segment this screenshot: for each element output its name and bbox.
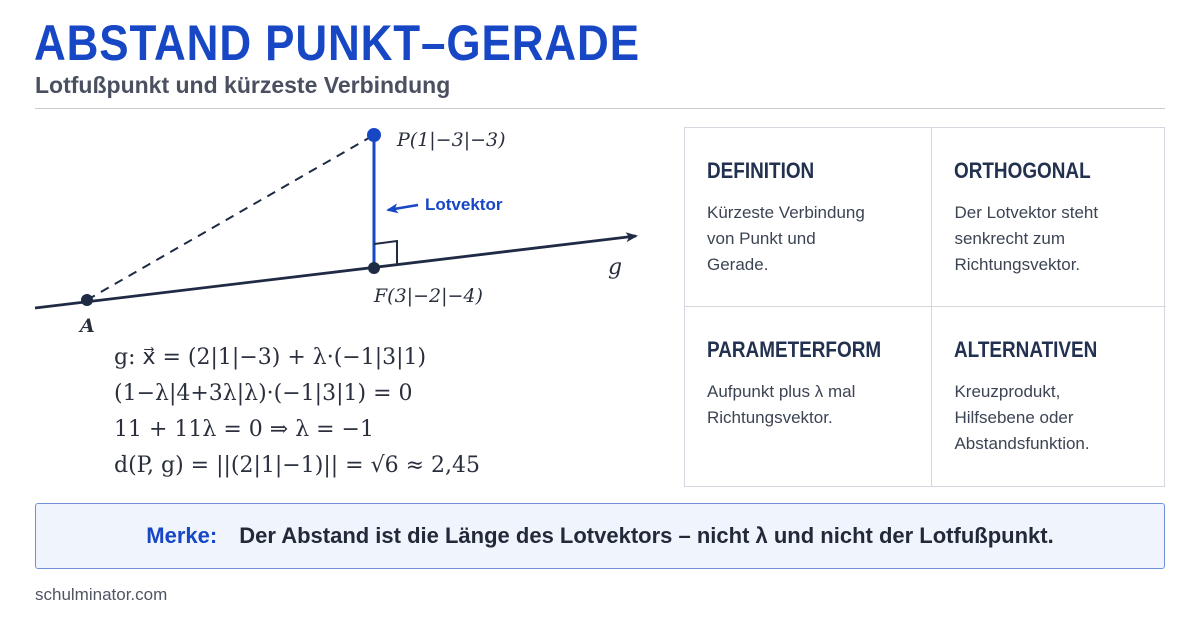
lotvektor-arrow	[388, 205, 418, 210]
card-orthogonal	[932, 128, 1166, 307]
merke-text: Der Abstand ist die Länge des Lotvektors – nicht λ und nicht der Lotfußpunkt.	[239, 523, 1054, 548]
geometry-diagram	[0, 0, 680, 340]
card-text: Kürzeste Verbindung von Punkt und Gerade.	[707, 203, 865, 274]
footer-site: schulminator.com	[35, 585, 168, 604]
page-title: ABSTAND PUNKT–GERADE	[34, 15, 640, 71]
point-p	[367, 128, 381, 142]
label-lotvektor: Lotvektor	[425, 195, 503, 214]
card-definition	[685, 128, 932, 307]
math-line-distance: d(P, g) = ||(2|1|−1)|| = √6 ≈ 2,45	[114, 453, 480, 478]
card-heading: ALTERNATIVEN	[954, 337, 1098, 362]
card-heading: DEFINITION	[707, 158, 815, 183]
math-line-parametric: g: x⃗ = (2|1|−3) + λ·(−1|3|1)	[114, 345, 427, 370]
label-g: g	[608, 255, 623, 280]
label-f: F(3|−2|−4)	[374, 285, 483, 307]
point-a	[81, 294, 93, 306]
card-parameterform	[685, 307, 932, 486]
card-heading: ORTHOGONAL	[954, 158, 1092, 183]
line-g	[35, 236, 636, 308]
card-text: Der Lotvektor steht senkrecht zum Richtungsvektor.	[954, 203, 1099, 274]
merke-box	[35, 503, 1165, 569]
card-text: Aufpunkt plus λ mal Richtungsvektor.	[707, 382, 856, 427]
right-angle-marker	[374, 241, 397, 265]
card-text: Kreuzprodukt, Hilfsebene oder Abstandsfunktion.	[954, 382, 1090, 453]
merke-label: Merke:	[146, 523, 218, 548]
label-a: A	[80, 315, 95, 337]
math-line-lambda: 11 + 11λ = 0 ⇒ λ = −1	[114, 417, 374, 442]
calculation-steps	[114, 340, 480, 484]
card-alternativen	[932, 307, 1166, 486]
math-line-dot-product: (1−λ|4+3λ|λ)·(−1|3|1) = 0	[114, 381, 413, 406]
dashed-connection-a-p	[87, 135, 374, 300]
info-card-grid	[684, 127, 1165, 487]
point-f	[368, 262, 380, 274]
label-p: P(1|−3|−3)	[397, 129, 506, 151]
page-subtitle: Lotfußpunkt und kürzeste Verbindung	[35, 72, 451, 98]
card-heading: PARAMETERFORM	[707, 337, 882, 362]
